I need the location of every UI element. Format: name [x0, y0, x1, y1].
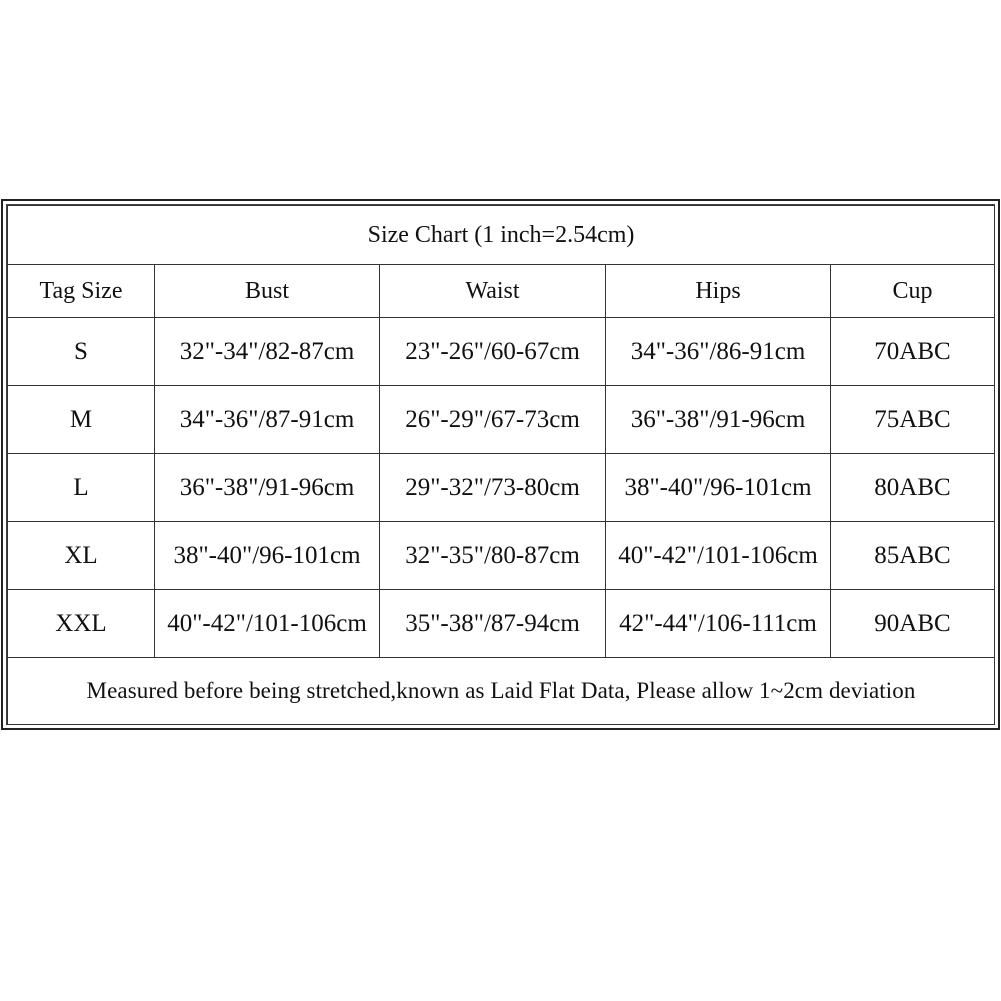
cell-bust: 32"-34"/82-87cm [155, 318, 380, 386]
header-bust: Bust [155, 265, 380, 318]
cell-bust: 36"-38"/91-96cm [155, 454, 380, 522]
table-row [8, 454, 995, 522]
cell-cup: 75ABC [831, 386, 995, 454]
table-row [8, 386, 995, 454]
cell-tag-size: XL [8, 522, 155, 590]
footer-row [8, 658, 995, 725]
cell-waist: 29"-32"/73-80cm [380, 454, 606, 522]
header-row [8, 265, 995, 318]
chart-title: Size Chart (1 inch=2.54cm) [8, 206, 995, 265]
cell-hips: 42"-44"/106-111cm [606, 590, 831, 658]
cell-waist: 26"-29"/67-73cm [380, 386, 606, 454]
cell-tag-size: M [8, 386, 155, 454]
cell-waist: 32"-35"/80-87cm [380, 522, 606, 590]
title-row [8, 206, 995, 265]
measurement-note: Measured before being stretched,known as Laid Flat Data, Please allow 1~2cm deviation [8, 658, 995, 725]
header-hips: Hips [606, 265, 831, 318]
cell-tag-size: L [8, 454, 155, 522]
cell-hips: 38"-40"/96-101cm [606, 454, 831, 522]
cell-cup: 70ABC [831, 318, 995, 386]
cell-waist: 23"-26"/60-67cm [380, 318, 606, 386]
cell-cup: 90ABC [831, 590, 995, 658]
cell-bust: 40"-42"/101-106cm [155, 590, 380, 658]
header-waist: Waist [380, 265, 606, 318]
table-row [8, 590, 995, 658]
cell-bust: 38"-40"/96-101cm [155, 522, 380, 590]
size-chart-table [7, 205, 995, 725]
table-row [8, 318, 995, 386]
cell-cup: 80ABC [831, 454, 995, 522]
cell-hips: 40"-42"/101-106cm [606, 522, 831, 590]
cell-bust: 34"-36"/87-91cm [155, 386, 380, 454]
header-tag-size: Tag Size [8, 265, 155, 318]
cell-hips: 34"-36"/86-91cm [606, 318, 831, 386]
size-chart-inner [6, 204, 995, 725]
size-chart-frame [1, 199, 1000, 730]
cell-tag-size: XXL [8, 590, 155, 658]
cell-waist: 35"-38"/87-94cm [380, 590, 606, 658]
table-row [8, 522, 995, 590]
cell-hips: 36"-38"/91-96cm [606, 386, 831, 454]
cell-tag-size: S [8, 318, 155, 386]
cell-cup: 85ABC [831, 522, 995, 590]
header-cup: Cup [831, 265, 995, 318]
